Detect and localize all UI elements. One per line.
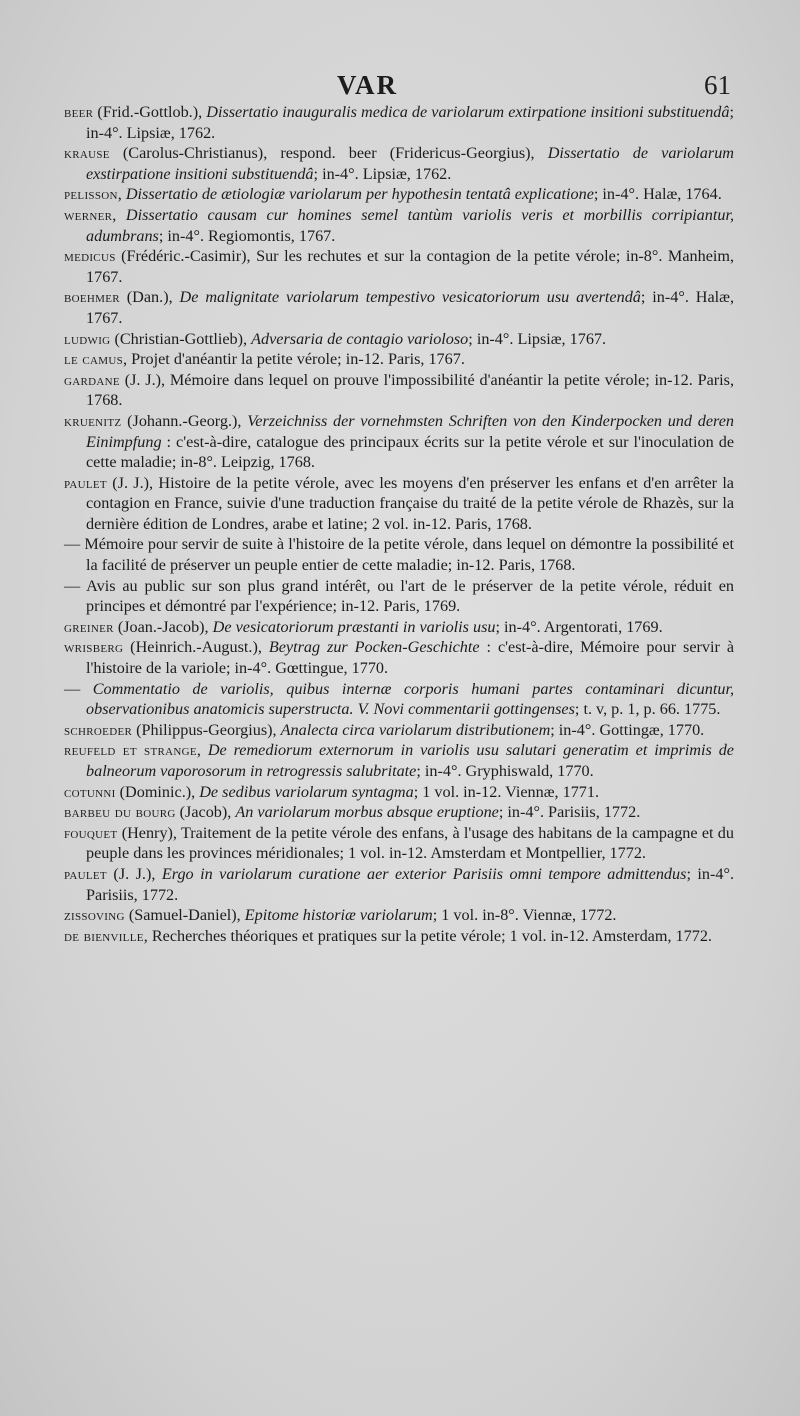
entry-publication: Traitement de la petite vérole des enfans, à l'usage des habitans de la campagne et du peuple dans les provinces méridionales; 1 vol. in-12. Amsterdam et Montpellier, 1772.: [86, 823, 734, 863]
entry-title: Commentatio de variolis, quibus internæ corporis humani partes contaminari dicuntur, observationibus anatomicis superstructa. V. Novi commentarii gottingenses: [86, 679, 735, 719]
entry-author: medicus: [64, 247, 116, 266]
entry-title: Dissertatio de variolarum exstirpatione insitioni substituendâ: [86, 144, 734, 183]
entry-author: fouquet: [64, 823, 118, 842]
bibliography-entry: [64, 349, 734, 370]
entry-author: ludwig: [64, 329, 111, 348]
entry-title: Epitome historiæ variolarum: [244, 906, 433, 925]
bibliography-entry: [64, 411, 734, 473]
entry-info: (Carolus-Christianus), respond. beer (Fridericus-Georgius),: [109, 144, 548, 163]
entry-info: (Christian-Gottlieb),: [110, 329, 252, 348]
entry-publication: ; in-4°. Halæ, 1767.: [86, 288, 735, 327]
entry-title: De vesicatoriorum præstanti in variolis usu: [212, 617, 496, 636]
bibliography-entry: [64, 782, 734, 803]
entry-title: Verzeichniss der vornehmsten Schriften von den Kinderpocken und deren Einimpfung: [86, 411, 734, 451]
bibliography-entry: [64, 370, 734, 411]
page-header: [0, 70, 800, 104]
entry-publication: Recherches théoriques et pratiques sur la petite vérole; 1 vol. in-12. Amsterdam, 1772.: [151, 926, 712, 945]
entry-publication: ; in-4°. Lipsiæ, 1762.: [313, 164, 452, 183]
entry-author: le camus: [64, 350, 124, 369]
entry-title: Analecta circa variolarum distributionem: [280, 720, 551, 739]
entry-author: barbeu du bourg: [64, 803, 176, 822]
bibliography-entry: [64, 534, 734, 575]
entry-info: (J. J.),: [119, 370, 170, 389]
entry-info: (Jacob),: [175, 803, 236, 822]
bibliography-entry: [64, 823, 734, 864]
bibliography-entry: [64, 287, 734, 328]
entry-publication: : c'est-à-dire, Mémoire pour servir à l'histoire de la variole; in-4°. Gœttingue, 1770.: [86, 638, 735, 678]
bibliography-entry: [64, 617, 734, 638]
entry-publication: ; in-4°. Parisiis, 1772.: [498, 803, 641, 822]
bibliography-entry: [64, 926, 734, 947]
entry-info: (Dan.),: [119, 288, 180, 307]
entry-publication: Sur les rechutes et sur la contagion de la petite vérole; in-8°. Manheim, 1767.: [86, 247, 735, 286]
entry-publication: Avis au public sur son plus grand intérêt, ou l'art de le préserver de la petite vérole, réduit en principes et démontré par l'expérience; in-12. Paris, 1769.: [86, 576, 734, 616]
entry-info: ,: [143, 926, 152, 945]
page-number: 61: [704, 70, 731, 100]
entry-info: (Frédéric.-Casimir),: [115, 247, 257, 266]
entry-info: (Philippus-Georgius),: [132, 720, 281, 739]
entry-info: (Dominic.),: [115, 782, 200, 801]
entry-info: —: [64, 576, 87, 595]
entry-title: An variolarum morbus absque eruptione: [235, 803, 499, 822]
entry-info: (Heinrich.-August.),: [123, 638, 269, 657]
entry-title: Dissertatio inauguralis medica de variolarum extirpatione insitioni substituendâ: [206, 103, 730, 121]
bibliography-entry: [64, 184, 734, 205]
bibliography-entry: [64, 864, 734, 905]
bibliography-entry: [64, 143, 734, 184]
entry-publication: Mémoire pour servir de suite à l'histoire de la petite vérole, dans lequel on démontre la possibilité et la facilité de préserver un peuple entier de cette maladie; in-12. Paris, 1768.: [84, 535, 734, 575]
running-title: VAR: [337, 70, 399, 100]
entry-title: De sedibus variolarum syntagma: [199, 782, 414, 801]
entry-author: beer: [64, 103, 94, 121]
bibliography-entry: [64, 329, 734, 350]
bibliography-entry: [64, 473, 734, 535]
entry-publication: ; in-4°. Parisiis, 1772.: [86, 864, 734, 904]
entry-author: werner: [64, 205, 113, 224]
bibliography-entry: [64, 246, 734, 287]
bibliography-entry: [64, 205, 734, 246]
entry-publication: : c'est-à-dire, catalogue des principaux écrits sur la petite vérole et sur l'inoculation de cette maladie; in-8°. Leipzig, 1768.: [86, 432, 734, 472]
entry-publication: ; in-4°. Lipsiæ, 1767.: [468, 329, 607, 348]
bibliography-entry: [64, 740, 734, 781]
entry-info: (Johann.-Georg.),: [121, 411, 248, 430]
entry-author: zissoving: [64, 906, 125, 925]
entry-author: wrisberg: [64, 638, 124, 657]
entry-publication: ; in-4°. Gryphiswald, 1770.: [416, 762, 594, 780]
entry-info: ,: [117, 185, 126, 204]
entry-author: de bienville: [64, 926, 144, 945]
entry-publication: Mémoire dans lequel on prouve l'impossibilité d'anéantir la petite vérole; in-12. Paris, 1768.: [86, 370, 734, 410]
entry-title: Ergo in variolarum curatione aer exterior Parisiis omni tempore admittendus: [161, 864, 687, 883]
entry-author: kruenitz: [64, 411, 122, 430]
bibliography-entry: [64, 637, 734, 678]
entry-publication: ; 1 vol. in-8°. Viennæ, 1772.: [432, 906, 617, 925]
entry-publication: ; in-4°. Halæ, 1764.: [593, 185, 722, 204]
entry-title: Beytrag zur Pocken-Geschichte: [268, 638, 480, 657]
entry-publication: ; in-4°. Argentorati, 1769.: [495, 617, 663, 636]
entry-author: cotunni: [64, 782, 116, 801]
entry-info: (Samuel-Daniel),: [124, 906, 245, 925]
entry-publication: Histoire de la petite vérole, avec les moyens d'en préserver les enfans et d'en arrêter la contagion en France, suivie d'une traduction française du traité de la petite vérole de Rhazès, sur la dernière édition de Londres, arabe et latine; 2 vol. in-12. Paris, 1768.: [86, 473, 734, 533]
entry-author: krause: [64, 144, 110, 163]
bibliography-entry: [64, 576, 734, 617]
entry-author: paulet: [64, 864, 107, 883]
entry-info: —: [64, 535, 85, 554]
entry-publication: ; 1 vol. in-12. Viennæ, 1771.: [413, 782, 600, 801]
bibliography-entry: [64, 102, 734, 143]
entry-info: (J. J.),: [106, 864, 162, 883]
entry-title: Dissertatio causam cur homines semel tantùm variolis veris et morbillis corripiantur, adumbrans: [86, 205, 735, 245]
entry-publication: ; in-4°. Gottingæ, 1770.: [550, 720, 705, 739]
bibliography-entry: [64, 679, 734, 720]
bibliography-list: [64, 102, 734, 946]
entry-info: ,: [123, 350, 132, 369]
bibliography-entry: [64, 720, 734, 741]
entry-info: (Frid.-Gottlob.),: [93, 103, 207, 121]
entry-info: ,: [196, 741, 208, 760]
entry-author: reufeld et strange: [64, 741, 197, 760]
entry-publication: ; t. v, p. 1, p. 66. 1775.: [574, 700, 721, 719]
entry-info: (Joan.-Jacob),: [113, 617, 213, 636]
entry-title: De remediorum externorum in variolis usu salutari generatim et imprimis de balneorum vaporosorum in retrogressis salubritate: [86, 741, 734, 780]
bibliography-entry: [64, 802, 734, 823]
entry-title: Dissertatio de ætiologiæ variolarum per hypothesin tentatâ explicatione: [125, 185, 594, 204]
entry-author: paulet: [64, 473, 107, 492]
entry-publication: ; in-4°. Lipsiæ, 1762.: [86, 103, 734, 142]
bibliography-entry: [64, 905, 734, 926]
entry-publication: ; in-4°. Regiomontis, 1767.: [158, 226, 336, 245]
entry-title: De malignitate variolarum tempestivo vesicatoriorum usu avertendâ: [179, 288, 641, 307]
entry-publication: Projet d'anéantir la petite vérole; in-12. Paris, 1767.: [131, 350, 465, 369]
entry-author: greiner: [64, 617, 114, 636]
entry-title: Adversaria de contagio varioloso: [251, 329, 469, 348]
entry-author: pelisson: [64, 185, 118, 204]
entry-author: gardane: [64, 370, 120, 389]
entry-info: —: [64, 679, 93, 698]
entry-info: (Henry),: [117, 823, 181, 842]
entry-info: (J. J.),: [106, 473, 159, 492]
entry-author: boehmer: [64, 288, 120, 307]
entry-info: ,: [112, 205, 126, 224]
entry-author: schroeder: [64, 720, 133, 739]
